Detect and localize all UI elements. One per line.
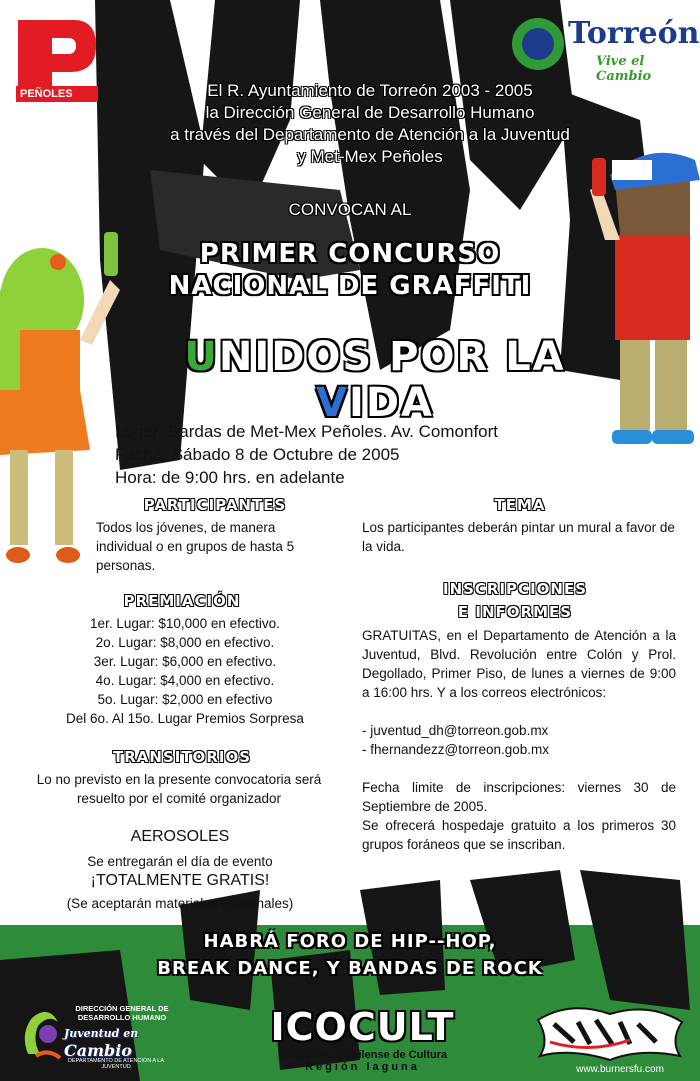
dg-subtitle: DEPARTAMENTO DE ATENCIÓN A LA JUVENTUD [67, 1058, 165, 1070]
contest-title [130, 238, 570, 302]
participantes-title: PARTICIPANTES [143, 496, 287, 514]
aerosoles-line1: Se entregarán el día de evento [87, 854, 273, 869]
slogan-letter-u: U [184, 334, 219, 380]
aerosoles-title: AEROSOLES [130, 828, 230, 845]
juventud-en-cambio-logo [18, 1000, 178, 1070]
icocult-name: ICOCULT [270, 1005, 455, 1049]
event-time: Hora: de 9:00 hrs. en adelante [115, 468, 345, 487]
prizes-list [35, 614, 335, 728]
dg-title: DIRECCIÓN GENERAL DE DESARROLLO HUMANO [75, 1004, 169, 1022]
prize-item: 3er. Lugar: $6,000 en efectivo. [93, 654, 277, 669]
inscripciones-title-line2: E INFORMES [457, 603, 573, 621]
dg-brand [64, 1022, 178, 1060]
torreon-logo [510, 10, 700, 84]
icocult-subtitle: Instituto Coahuilense de Cultura [277, 1049, 448, 1061]
icocult-region: Región laguna [305, 1061, 420, 1073]
deadline-text: Fecha limite de inscripciones: viernes 30 de Septiembre de 2005. [362, 780, 676, 814]
header-line: El R. Ayuntamiento de Torreón 2003 - 2005 [207, 81, 533, 100]
convocan-text: CONVOCAN AL [288, 200, 412, 219]
tema-title: TEMA [494, 496, 546, 514]
inscripciones-title-line1: INSCRIPCIONES [442, 580, 587, 598]
inscripciones-text: GRATUITAS, en el Departamento de Atención a la Juventud, Blvd. Revolución entre Colón y Prol. Degollado, Primer Piso, de lunes a viernes de 9:00 a 16:00 hrs. Y a los correos electrónicos: [362, 628, 676, 700]
premiacion-title: PREMIACIÓN [123, 592, 241, 610]
tema-text: Los participantes deberán pintar un mural a favor de la vida. [362, 520, 675, 554]
torreon-name: Torreón [568, 16, 700, 51]
aerosoles-line3: (Se aceptarán materiales adicionales) [66, 896, 294, 911]
event-date: Fecha: Sábado 8 de Octubre de 2005 [115, 445, 400, 464]
hiphop-announcement [110, 928, 590, 982]
announcement-line2: BREAK DANCE, Y BANDAS DE ROCK [157, 958, 543, 979]
dg-brand-1: Juventud en [64, 1027, 139, 1040]
prize-item: 5o. Lugar: $2,000 en efectivo [97, 692, 273, 707]
participantes-text: Todos los jóvenes, de manera individual o en grupos de hasta 5 personas. [96, 520, 295, 573]
slogan-title [130, 334, 620, 426]
icocult-logo [255, 1005, 470, 1075]
burners-url[interactable]: www.burnersfu.com [576, 1064, 664, 1075]
penoles-wordmark: PEÑOLES [20, 88, 73, 100]
announcement-line1: HABRÁ FORO DE HIP--HOP, [203, 931, 497, 952]
header-line: a través del Departamento de Atención a la Juventud [170, 125, 570, 144]
prize-item: 2o. Lugar: $8,000 en efectivo. [95, 635, 275, 650]
slogan-mid: NIDOS POR LA [218, 334, 566, 380]
email-link-2[interactable]: - fhernandezz@torreon.gob.mx [362, 742, 550, 757]
event-info [115, 420, 498, 489]
prize-item: 4o. Lugar: $4,000 en efectivo. [95, 673, 275, 688]
title-line2: NACIONAL DE GRAFFITI [168, 271, 532, 301]
prize-item: 1er. Lugar: $10,000 en efectivo. [90, 616, 280, 631]
dg-brand-2: Cambio [64, 1041, 132, 1060]
slogan-letter-v: V [315, 380, 349, 426]
email-link-1[interactable]: - juventud_dh@torreon.gob.mx [362, 723, 549, 738]
transitorios-title: TRANSITORIOS [113, 748, 251, 766]
organizers-header [70, 80, 670, 168]
slogan-end: IDA [348, 380, 434, 426]
transitorios-text: Lo no previsto en la presente convocatoria será resuelto por el comité organizador [36, 772, 322, 806]
event-place: Lugar: Bardas de Met-Mex Peñoles. Av. Comonfort [115, 422, 499, 441]
inscripciones-title [400, 578, 630, 624]
burners-logo [530, 1000, 690, 1076]
header-line: y Met-Mex Peñoles [297, 147, 443, 166]
hospedaje-text: Se ofrecerá hospedaje gratuito a los primeros 30 grupos foráneos que se inscriban. [362, 818, 676, 852]
aerosoles-line2: ¡TOTALMENTE GRATIS! [90, 872, 270, 889]
torreon-slogan: Vive el Cambio [596, 54, 652, 84]
header-line: la Dirección General de Desarrollo Humano [205, 103, 535, 122]
prize-item: Del 6o. Al 15o. Lugar Premios Sorpresa [66, 711, 304, 726]
title-line1: PRIMER CONCURSO [199, 239, 501, 269]
